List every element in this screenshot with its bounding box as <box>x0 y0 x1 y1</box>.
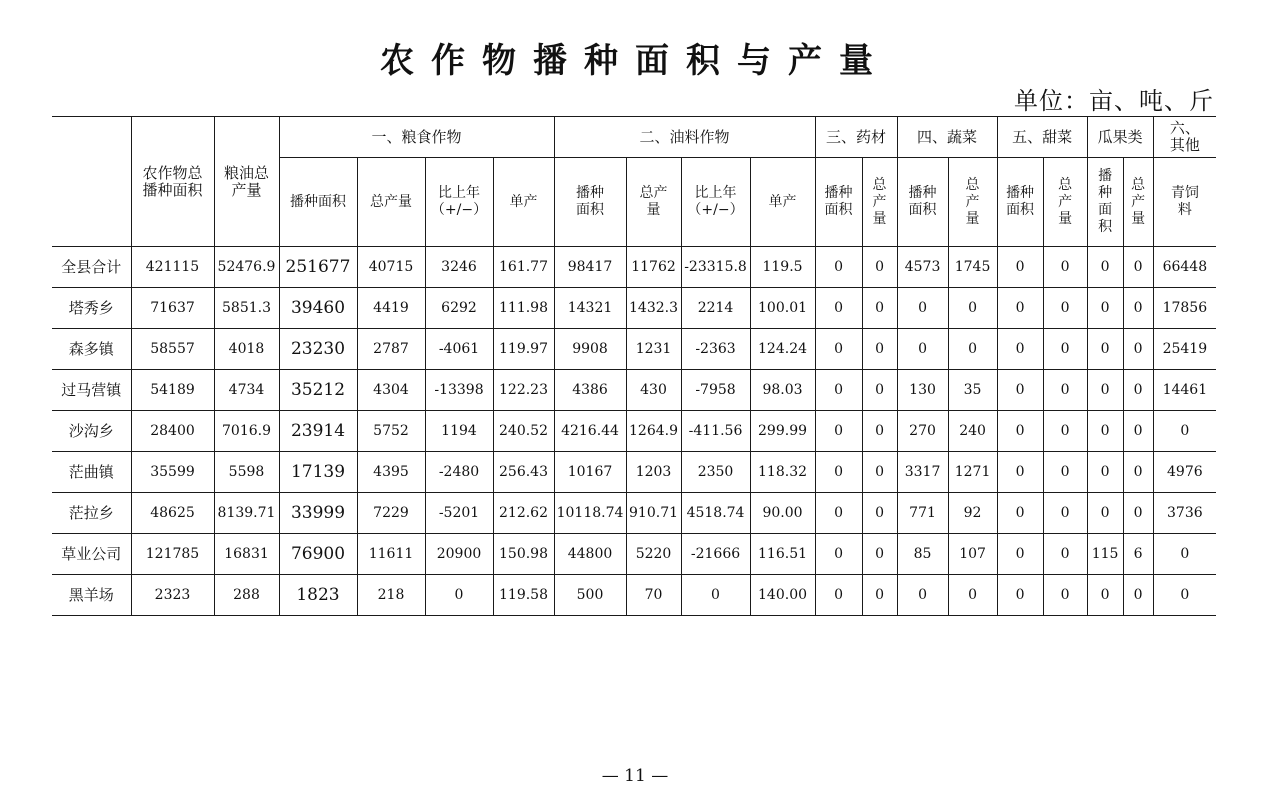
table-cell: 23914 <box>279 411 357 452</box>
table-cell: 0 <box>1123 493 1153 534</box>
table-cell: 0 <box>862 329 897 370</box>
table-cell: 0 <box>1123 329 1153 370</box>
table-cell: 0 <box>815 493 862 534</box>
header-grain-change: 比上年 （+/−） <box>425 158 493 247</box>
table-cell: 0 <box>1087 575 1123 616</box>
table-cell: 9908 <box>554 329 626 370</box>
table-cell: 2323 <box>131 575 214 616</box>
table-cell: 0 <box>997 493 1043 534</box>
header-beet: 五、甜菜 <box>997 117 1087 158</box>
header-total-area: 农作物总 播种面积 <box>131 117 214 247</box>
table-cell: 11611 <box>357 534 425 575</box>
table-cell: 0 <box>1087 493 1123 534</box>
table-cell: 0 <box>1043 534 1087 575</box>
table-cell: 0 <box>815 575 862 616</box>
table-cell: 70 <box>626 575 681 616</box>
table-cell: 1231 <box>626 329 681 370</box>
table-cell: 122.23 <box>493 370 554 411</box>
table-row <box>52 370 1216 411</box>
table-cell: 0 <box>681 575 750 616</box>
table-cell: 0 <box>1123 288 1153 329</box>
table-cell: 35 <box>948 370 997 411</box>
table-cell: 0 <box>1087 411 1123 452</box>
header-melon-output: 总 产 量 <box>1123 158 1153 247</box>
table-cell: 0 <box>815 370 862 411</box>
header-grain-output: 总产量 <box>357 158 425 247</box>
table-cell: 116.51 <box>750 534 815 575</box>
table-cell: 0 <box>1043 452 1087 493</box>
table-cell: 0 <box>1043 329 1087 370</box>
table-cell: 0 <box>897 575 948 616</box>
table-cell: 0 <box>997 288 1043 329</box>
table-cell: -4061 <box>425 329 493 370</box>
table-cell: 8139.71 <box>214 493 279 534</box>
table-cell: 0 <box>1153 575 1216 616</box>
table-cell: 0 <box>862 411 897 452</box>
row-label: 沙沟乡 <box>52 411 131 452</box>
table-cell: 92 <box>948 493 997 534</box>
table-row <box>52 493 1216 534</box>
header-other: 六、 其他 <box>1153 117 1216 158</box>
table-cell: 4573 <box>897 247 948 288</box>
table-cell: 4018 <box>214 329 279 370</box>
table-cell: 0 <box>1087 370 1123 411</box>
unit-label: 单位：亩、吨、斤 <box>1014 87 1214 115</box>
table-cell: 0 <box>948 575 997 616</box>
table-cell: -5201 <box>425 493 493 534</box>
table-cell: 4395 <box>357 452 425 493</box>
table-cell: 0 <box>425 575 493 616</box>
table-cell: 98417 <box>554 247 626 288</box>
table-cell: 17856 <box>1153 288 1216 329</box>
header-veg-output: 总 产 量 <box>948 158 997 247</box>
table-cell: 4216.44 <box>554 411 626 452</box>
row-label: 塔秀乡 <box>52 288 131 329</box>
table-cell: 121785 <box>131 534 214 575</box>
table-cell: 0 <box>1123 247 1153 288</box>
table-cell: 0 <box>862 575 897 616</box>
table-cell: 500 <box>554 575 626 616</box>
table-cell: 0 <box>815 411 862 452</box>
table-cell: 240 <box>948 411 997 452</box>
table-cell: 3317 <box>897 452 948 493</box>
table-cell: 14321 <box>554 288 626 329</box>
table-cell: -7958 <box>681 370 750 411</box>
header-grain-yield: 单产 <box>493 158 554 247</box>
table-cell: 5598 <box>214 452 279 493</box>
table-cell: 115 <box>1087 534 1123 575</box>
table-cell: 119.58 <box>493 575 554 616</box>
crop-table <box>52 116 1216 616</box>
row-label: 茫拉乡 <box>52 493 131 534</box>
table-cell: 0 <box>862 247 897 288</box>
table-cell: 20900 <box>425 534 493 575</box>
table-cell: 100.01 <box>750 288 815 329</box>
header-melon-area: 播 种 面 积 <box>1087 158 1123 247</box>
table-cell: 35599 <box>131 452 214 493</box>
table-cell: -2480 <box>425 452 493 493</box>
table-cell: 0 <box>1087 288 1123 329</box>
table-cell: 4304 <box>357 370 425 411</box>
table-cell: 0 <box>815 288 862 329</box>
table-cell: 0 <box>997 534 1043 575</box>
table-cell: 430 <box>626 370 681 411</box>
table-cell: 0 <box>997 452 1043 493</box>
table-cell: 0 <box>1043 370 1087 411</box>
table-cell: 35212 <box>279 370 357 411</box>
table-cell: 0 <box>1043 493 1087 534</box>
table-cell: 771 <box>897 493 948 534</box>
table-cell: 58557 <box>131 329 214 370</box>
table-cell: 0 <box>862 534 897 575</box>
table-cell: 4419 <box>357 288 425 329</box>
table-cell: 66448 <box>1153 247 1216 288</box>
row-label: 过马营镇 <box>52 370 131 411</box>
table-cell: 2787 <box>357 329 425 370</box>
table-cell: 0 <box>862 370 897 411</box>
header-oil-change: 比上年 （+/−） <box>681 158 750 247</box>
table-cell: 2350 <box>681 452 750 493</box>
table-cell: 4976 <box>1153 452 1216 493</box>
table-cell: 299.99 <box>750 411 815 452</box>
table-cell: 124.24 <box>750 329 815 370</box>
table-row <box>52 247 1216 288</box>
header-veg: 四、蔬菜 <box>897 117 997 158</box>
row-label: 草业公司 <box>52 534 131 575</box>
table-row <box>52 575 1216 616</box>
table-cell: 52476.9 <box>214 247 279 288</box>
table-cell: 218 <box>357 575 425 616</box>
table-cell: 0 <box>862 452 897 493</box>
row-label: 茫曲镇 <box>52 452 131 493</box>
table-cell: 0 <box>997 247 1043 288</box>
header-veg-area: 播种 面积 <box>897 158 948 247</box>
table-cell: 6292 <box>425 288 493 329</box>
row-label: 黑羊场 <box>52 575 131 616</box>
table-cell: 98.03 <box>750 370 815 411</box>
table-cell: 0 <box>897 288 948 329</box>
page-number: — 11 — <box>601 766 669 786</box>
table-cell: 44800 <box>554 534 626 575</box>
table-cell: 0 <box>997 329 1043 370</box>
table-cell: 7016.9 <box>214 411 279 452</box>
table-cell: -21666 <box>681 534 750 575</box>
table-cell: 0 <box>1043 575 1087 616</box>
header-oil-yield: 单产 <box>750 158 815 247</box>
table-cell: 161.77 <box>493 247 554 288</box>
table-cell: 910.71 <box>626 493 681 534</box>
header-grain: 一、粮食作物 <box>279 117 554 158</box>
table-cell: -2363 <box>681 329 750 370</box>
table-cell: 0 <box>897 329 948 370</box>
header-oil: 二、油料作物 <box>554 117 815 158</box>
header-beet-output: 总 产 量 <box>1043 158 1087 247</box>
table-cell: 0 <box>1043 288 1087 329</box>
table-cell: 23230 <box>279 329 357 370</box>
table-cell: 4734 <box>214 370 279 411</box>
row-label: 森多镇 <box>52 329 131 370</box>
table-cell: 1264.9 <box>626 411 681 452</box>
table-cell: 150.98 <box>493 534 554 575</box>
table-cell: -411.56 <box>681 411 750 452</box>
table-cell: 0 <box>862 288 897 329</box>
table-row <box>52 452 1216 493</box>
table-cell: 130 <box>897 370 948 411</box>
table-cell: 140.00 <box>750 575 815 616</box>
table-cell: 3246 <box>425 247 493 288</box>
header-region <box>52 117 131 247</box>
table-cell: 10167 <box>554 452 626 493</box>
table-cell: 10118.74 <box>554 493 626 534</box>
table-cell: 6 <box>1123 534 1153 575</box>
table-cell: 0 <box>1153 534 1216 575</box>
table-cell: 0 <box>862 493 897 534</box>
header-herb-area: 播种 面积 <box>815 158 862 247</box>
table-cell: 28400 <box>131 411 214 452</box>
table-cell: 256.43 <box>493 452 554 493</box>
table-cell: 107 <box>948 534 997 575</box>
table-cell: 2214 <box>681 288 750 329</box>
table-cell: 17139 <box>279 452 357 493</box>
header-herb-output: 总 产 量 <box>862 158 897 247</box>
table-cell: 0 <box>948 329 997 370</box>
table-cell: 0 <box>1043 247 1087 288</box>
table-cell: 16831 <box>214 534 279 575</box>
header-grain-area: 播种面积 <box>279 158 357 247</box>
header-oil-area: 播种 面积 <box>554 158 626 247</box>
table-cell: 251677 <box>279 247 357 288</box>
table-cell: 118.32 <box>750 452 815 493</box>
table-cell: 1271 <box>948 452 997 493</box>
table-cell: 4518.74 <box>681 493 750 534</box>
header-other-forage: 青饲 料 <box>1153 158 1216 247</box>
table-cell: 0 <box>1153 411 1216 452</box>
table-cell: 3736 <box>1153 493 1216 534</box>
table-cell: 5752 <box>357 411 425 452</box>
table-cell: 0 <box>815 452 862 493</box>
header-grain-oil-output: 粮油总 产量 <box>214 117 279 247</box>
table-cell: 11762 <box>626 247 681 288</box>
table-cell: 240.52 <box>493 411 554 452</box>
table-cell: 212.62 <box>493 493 554 534</box>
table-cell: 40715 <box>357 247 425 288</box>
table-row <box>52 534 1216 575</box>
table-cell: 0 <box>1123 452 1153 493</box>
table-cell: 288 <box>214 575 279 616</box>
table-cell: 48625 <box>131 493 214 534</box>
header-oil-output: 总产 量 <box>626 158 681 247</box>
table-cell: 76900 <box>279 534 357 575</box>
table-cell: 0 <box>1123 370 1153 411</box>
table-cell: 14461 <box>1153 370 1216 411</box>
table-cell: 1203 <box>626 452 681 493</box>
table-cell: 5220 <box>626 534 681 575</box>
table-cell: 270 <box>897 411 948 452</box>
table-body <box>52 247 1216 616</box>
table-cell: 421115 <box>131 247 214 288</box>
table-cell: 0 <box>1087 452 1123 493</box>
table-cell: 0 <box>948 288 997 329</box>
table-cell: 119.5 <box>750 247 815 288</box>
table-cell: 4386 <box>554 370 626 411</box>
table-cell: 0 <box>815 247 862 288</box>
table-cell: 0 <box>1087 247 1123 288</box>
table-cell: 54189 <box>131 370 214 411</box>
table-cell: 71637 <box>131 288 214 329</box>
table-cell: -23315.8 <box>681 247 750 288</box>
table-cell: 1432.3 <box>626 288 681 329</box>
table-cell: 1745 <box>948 247 997 288</box>
header-melon: 瓜果类 <box>1087 117 1153 158</box>
table-cell: 0 <box>997 575 1043 616</box>
table-row <box>52 288 1216 329</box>
table-row <box>52 329 1216 370</box>
table-cell: 119.97 <box>493 329 554 370</box>
table-cell: 85 <box>897 534 948 575</box>
table-cell: 0 <box>1087 329 1123 370</box>
table-cell: 111.98 <box>493 288 554 329</box>
table-cell: 0 <box>815 534 862 575</box>
table-row <box>52 411 1216 452</box>
table-cell: 90.00 <box>750 493 815 534</box>
table-cell: 7229 <box>357 493 425 534</box>
header-beet-area: 播种 面积 <box>997 158 1043 247</box>
table-cell: 0 <box>997 411 1043 452</box>
table-cell: 0 <box>1123 411 1153 452</box>
table-cell: 25419 <box>1153 329 1216 370</box>
table-cell: 0 <box>1123 575 1153 616</box>
table-cell: 39460 <box>279 288 357 329</box>
page-title: 农作物播种面积与产量 <box>380 41 890 81</box>
table-cell: 1194 <box>425 411 493 452</box>
table-cell: 0 <box>815 329 862 370</box>
table-cell: 0 <box>1043 411 1087 452</box>
table-cell: 0 <box>997 370 1043 411</box>
table-cell: 1823 <box>279 575 357 616</box>
header-herb: 三、药材 <box>815 117 897 158</box>
table-cell: 33999 <box>279 493 357 534</box>
row-label: 全县合计 <box>52 247 131 288</box>
table-cell: 5851.3 <box>214 288 279 329</box>
table-cell: -13398 <box>425 370 493 411</box>
